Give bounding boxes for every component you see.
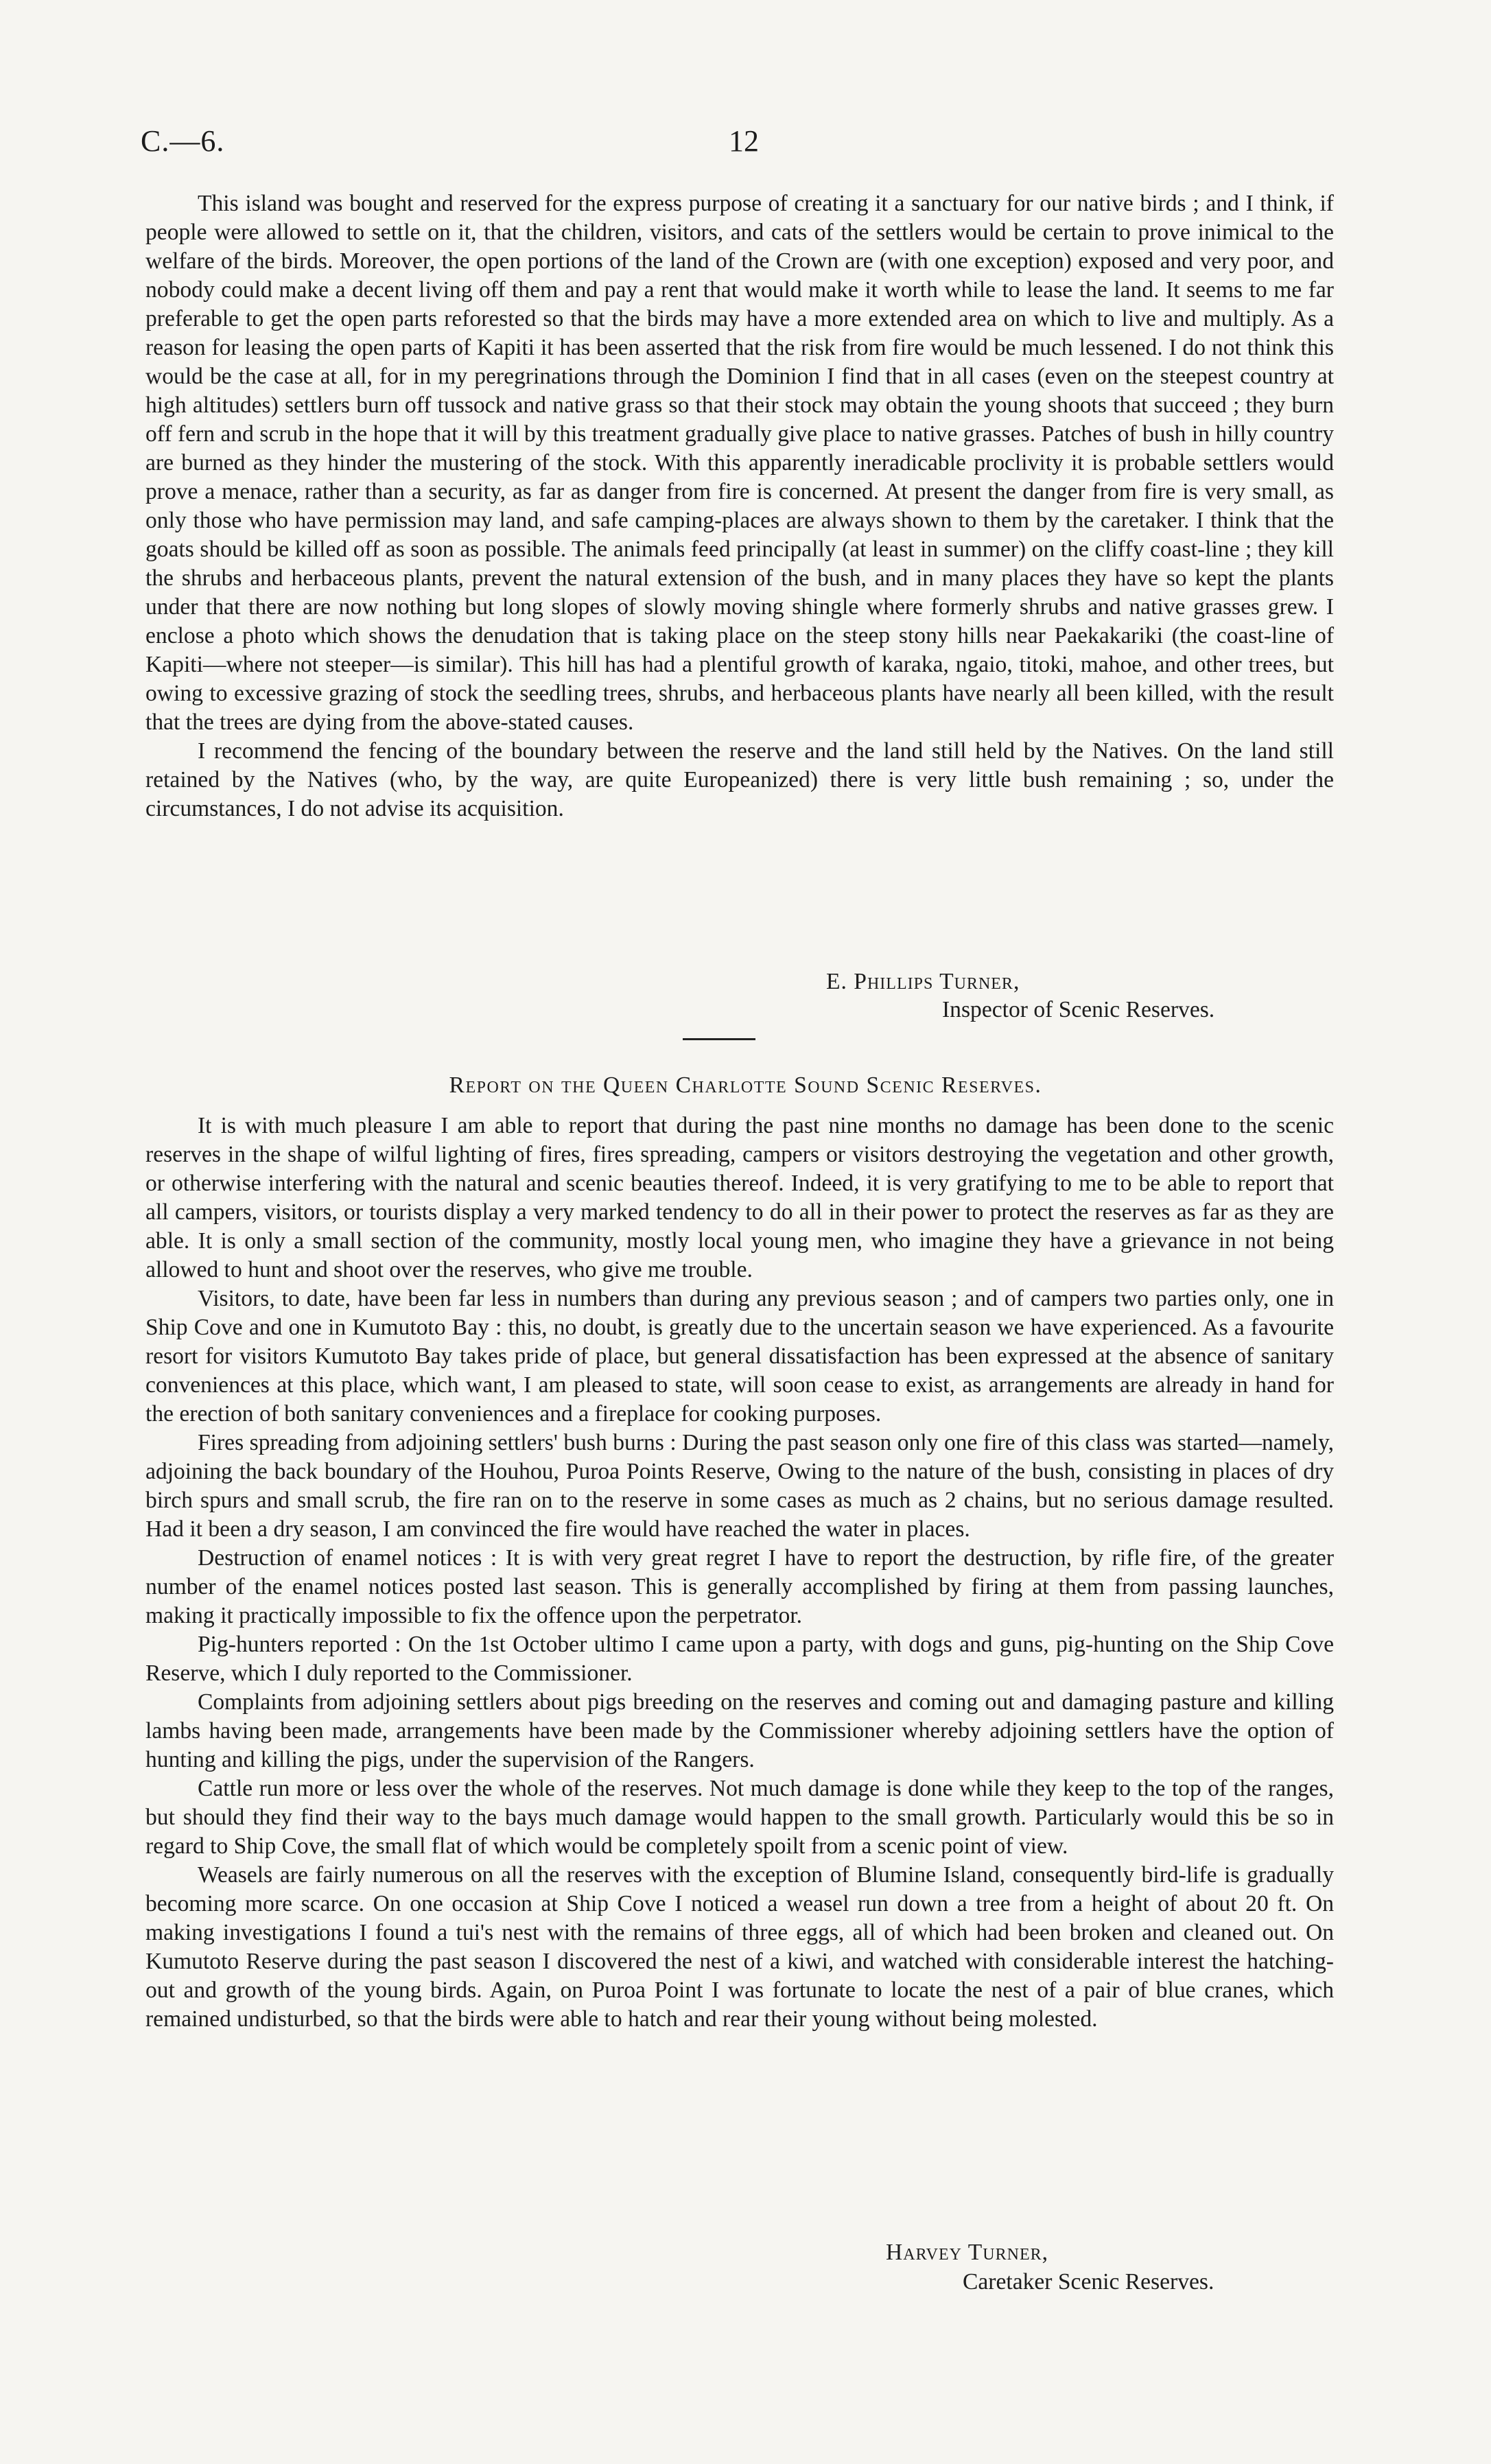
- paragraph: It is with much pleasure I am able to report that during the past nine months no damage has been done to the scenic reserves in the shape of wilful lighting of fires, fires spreading, campers or visitors destroying the vegetation and other growth, or otherwise interfering with the natural and scenic beauties thereof. Indeed, it is very gratifying to me to be able to report that all campers, visitors, or tourists display a very marked tendency to do all in their power to protect the reserves as far as they are able. It is only a small section of the community, mostly local young men, who imagine they have a grievance in not being allowed to hunt and shoot over the reserves, who give me trouble.: [145, 1113, 1334, 1282]
- queen-charlotte-report-body: [145, 1112, 1334, 2034]
- page-number: 12: [729, 124, 759, 158]
- signature-title: Caretaker Scenic Reserves.: [963, 2269, 1214, 2295]
- paragraph: Fires spreading from adjoining settlers' bush burns : During the past season only one fire of this class was started—namely, adjoining the back boundary of the Houhou, Puroa Points Reserve, Owing to the nature of the bush, consisting in places of dry birch spurs and small scrub, the fire ran on to the reserve in some cases as much as 2 chains, but no serious damage resulted. Had it been a dry season, I am convinced the fire would have reached the water in places.: [145, 1430, 1334, 1542]
- paragraph: This island was bought and reserved for the express purpose of creating it a sanctuary for our native birds ; and I think, if people were allowed to settle on it, that the children, visitors, and cats of the settlers would be certain to prove inimical to the welfare of the birds. Moreover, the open portions of the land of the Crown are (with one exception) exposed and very poor, and nobody could make a decent living off them and pay a rent that would make it worth while to lease the land. It seems to me far preferable to get the open parts reforested so that the birds may have a more extended area on which to live and multiply. As a reason for leasing the open parts of Kapiti it has been asserted that the risk from fire would be much lessened. I do not think this would be the case at all, for in my peregrinations through the Dominion I find that in all cases (even on the steepest country at high altitudes) settlers burn off tussock and native grass so that their stock may obtain the young shoots that succeed ; they burn off fern and scrub in the hope that it will by this treatment gradually give place to native grasses. Patches of bush in hilly country are burned as they hinder the mustering of the stock. With this apparently ineradicable proclivity it is probable settlers would prove a menace, rather than a security, as far as danger from fire is concerned. At present the danger from fire is very small, as only those who have permission may land, and safe camping-places are always shown to them by the caretaker. I think that the goats should be killed off as soon as possible. The animals feed principally (at least in summer) on the cliffy coast-line ; they kill the shrubs and herbaceous plants, prevent the natural extension of the bush, and in many places they have so kept the plants under that there are now nothing but long slopes of slowly moving shingle where formerly shrubs and native grasses grew. I enclose a photo which shows the denudation that is taking place on the steep stony hills near Paekakariki (the coast-line of Kapiti—where not steeper—is similar). This hill has had a plentiful growth of karaka, ngaio, titoki, mahoe, and other trees, but owing to excessive grazing of stock the seedling trees, shrubs, and herbaceous plants have nearly all been killed, with the result that the trees are dying from the above-stated causes.: [145, 191, 1334, 735]
- section-heading: Report on the Queen Charlotte Sound Scenic Reserves.: [449, 1072, 1042, 1098]
- paragraph: Weasels are fairly numerous on all the reserves with the exception of Blumine Island, consequently bird-life is gradually becoming more scarce. On one occasion at Ship Cove I noticed a weasel run down a tree from a height of about 20 ft. On making investigations I found a tui's nest with the remains of three eggs, all of which had been broken and cleaned out. On Kumutoto Reserve during the past season I discovered the nest of a kiwi, and watched with considerable interest the hatching-out and growth of the young birds. Again, on Puroa Point I was fortunate to locate the nest of a pair of blue cranes, which remained undisturbed, so that the birds were able to hatch and rear their young without being molested.: [145, 1862, 1334, 2032]
- paragraph: Visitors, to date, have been far less in numbers than during any previous season ; and of campers two parties only, one in Ship Cove and one in Kumutoto Bay : this, no doubt, is greatly due to the uncertain season we have experienced. As a favourite resort for visitors Kumutoto Bay takes pride of place, but general dissatisfaction has been expressed at the absence of sanitary conveniences at this place, which want, I am pleased to state, will soon cease to exist, as arrangements are already in hand for the erection of both sanitary conveniences and a fireplace for cooking purposes.: [145, 1286, 1334, 1427]
- signature-name: E. Phillips Turner,: [826, 969, 1020, 994]
- paragraph: I recommend the fencing of the boundary between the reserve and the land still held by the Natives. On the land still retained by the Natives (who, by the way, are quite Europeanized) there is very little bush remaining ; so, under the circumstances, I do not advise its acquisition.: [145, 738, 1334, 821]
- signature-title: Inspector of Scenic Reserves.: [942, 997, 1215, 1022]
- paragraph: Complaints from adjoining settlers about pigs breeding on the reserves and coming out and damaging pasture and killing lambs having been made, arrangements have been made by the Commissioner whereby adjoining settlers have the option of hunting and killing the pigs, under the supervision of the Rangers.: [145, 1689, 1334, 1772]
- paragraph: Destruction of enamel notices : It is with very great regret I have to report the destruction, by rifle fire, of the greater number of the enamel notices posted last season. This is generally accomplished by firing at them from passing launches, making it practically impossible to fix the offence upon the perpetrator.: [145, 1545, 1334, 1628]
- section-divider: [683, 1038, 755, 1040]
- paragraph: Pig-hunters reported : On the 1st October ultimo I came upon a party, with dogs and guns, pig-hunting on the Ship Cove Reserve, which I duly reported to the Commissioner.: [145, 1632, 1334, 1686]
- kapiti-report-body: [145, 189, 1334, 823]
- signature-name: Harvey Turner,: [886, 2240, 1049, 2265]
- paragraph: Cattle run more or less over the whole of the reserves. Not much damage is done while they keep to the top of the ranges, but should they find their way to the bays much damage would happen to the small growth. Particularly would this be so in regard to Ship Cove, the small flat of which would be completely spoilt from a scenic point of view.: [145, 1776, 1334, 1859]
- document-reference: C.—6.: [141, 124, 225, 158]
